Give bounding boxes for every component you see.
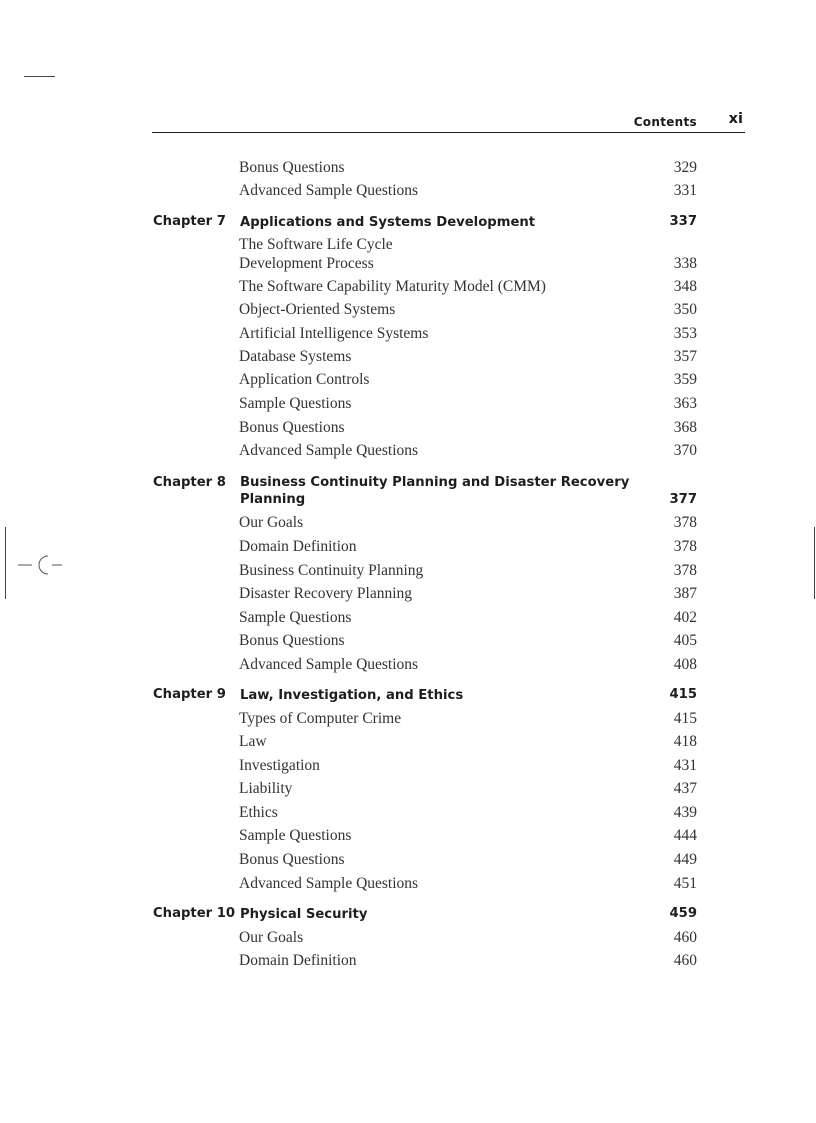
toc-entry-title: Our Goals <box>239 514 304 531</box>
toc-entry-page: 357 <box>673 348 697 365</box>
toc-entry-page: 378 <box>673 514 697 531</box>
toc-entry-page: 353 <box>673 325 697 342</box>
toc-entry-title: Bonus Questions <box>239 632 345 649</box>
toc-entry-page: 348 <box>673 278 697 295</box>
crop-mark-right-vertical <box>814 527 815 599</box>
toc-entry-title: Application Controls <box>239 371 370 388</box>
toc-entry-title: The Software Capability Maturity Model (CMM) <box>239 278 546 295</box>
toc-entry-page: 368 <box>673 419 697 436</box>
chapter-title: Physical Security <box>240 907 368 922</box>
chapter-title: Applications and Systems Development <box>240 215 536 230</box>
toc-entry-page: 405 <box>673 632 697 649</box>
running-header <box>152 112 745 133</box>
header-label: Contents <box>633 115 697 129</box>
toc-entry-page: 378 <box>673 562 697 579</box>
toc-entry-page: 451 <box>673 875 697 892</box>
chapter-number: Chapter 9 <box>153 687 226 702</box>
chapter-title: Law, Investigation, and Ethics <box>240 688 464 703</box>
toc-entry-page: 460 <box>673 929 697 946</box>
toc-entry-page: 387 <box>673 585 697 602</box>
toc-entry-page: 338 <box>673 255 697 272</box>
toc-entry-page: 408 <box>673 656 697 673</box>
crop-mark-left-vertical <box>5 527 6 599</box>
toc-entry-page: 431 <box>673 757 697 774</box>
toc-entry-title: Disaster Recovery Planning <box>239 585 413 602</box>
toc-entry-title: Sample Questions <box>239 827 352 844</box>
toc-entry-title: Ethics <box>239 804 278 821</box>
toc-entry-page: 350 <box>673 301 697 318</box>
toc-entry-page: 415 <box>673 710 697 727</box>
toc-entry-title: Advanced Sample Questions <box>239 656 419 673</box>
chapter-title: Business Continuity Planning and Disaster Recovery <box>240 475 630 490</box>
toc-entry-page: 444 <box>673 827 697 844</box>
toc-entry-title: Advanced Sample Questions <box>239 442 419 459</box>
registration-mark-icon <box>18 552 62 578</box>
crop-mark-top-left <box>24 76 55 77</box>
toc-entry-title: Sample Questions <box>239 395 352 412</box>
toc-entry-title: Business Continuity Planning <box>239 562 424 579</box>
toc-entry-page: 378 <box>673 538 697 555</box>
toc-entry-title: Types of Computer Crime <box>239 710 402 727</box>
toc-entry-title: The Software Life Cycle <box>239 236 393 253</box>
toc-entry-page: 437 <box>673 780 697 797</box>
toc-entry-page: 370 <box>673 442 697 459</box>
toc-entry-page: 331 <box>673 182 697 199</box>
chapter-page: 415 <box>669 687 697 702</box>
toc-entry-title: Database Systems <box>239 348 352 365</box>
toc-entry-page: 363 <box>673 395 697 412</box>
chapter-number: Chapter 8 <box>153 475 226 490</box>
toc-entry-title: Law <box>239 733 267 750</box>
chapter-page: 377 <box>669 492 697 507</box>
toc-entry-title: Bonus Questions <box>239 159 345 176</box>
chapter-number: Chapter 10 <box>153 906 236 921</box>
toc-entry-page: 460 <box>673 952 697 969</box>
toc-entry-page: 449 <box>673 851 697 868</box>
toc-entry-page: 359 <box>673 371 697 388</box>
toc-entry-page: 439 <box>673 804 697 821</box>
chapter-title-line2: Planning <box>240 492 306 507</box>
toc-entry-page: 329 <box>673 159 697 176</box>
toc-entry-title-line2: Development Process <box>239 255 374 272</box>
toc-entry-title: Advanced Sample Questions <box>239 875 419 892</box>
toc-entry-title: Domain Definition <box>239 538 357 555</box>
toc-entry-title: Our Goals <box>239 929 304 946</box>
toc-entry-title: Domain Definition <box>239 952 357 969</box>
chapter-page: 337 <box>669 214 697 229</box>
toc-entry-title: Investigation <box>239 757 320 774</box>
toc-entry-page: 402 <box>673 609 697 626</box>
toc-entry-title: Sample Questions <box>239 609 352 626</box>
chapter-page: 459 <box>669 906 697 921</box>
toc-entry-title: Bonus Questions <box>239 419 345 436</box>
toc-entry-title: Advanced Sample Questions <box>239 182 419 199</box>
toc-entry-page: 418 <box>673 733 697 750</box>
toc-entry-title: Artificial Intelligence Systems <box>239 325 429 342</box>
page-folio: xi <box>728 111 743 127</box>
toc-entry-title: Object-Oriented Systems <box>239 301 396 318</box>
chapter-number: Chapter 7 <box>153 214 226 229</box>
toc-entry-title: Bonus Questions <box>239 851 345 868</box>
toc-entry-title: Liability <box>239 780 293 797</box>
